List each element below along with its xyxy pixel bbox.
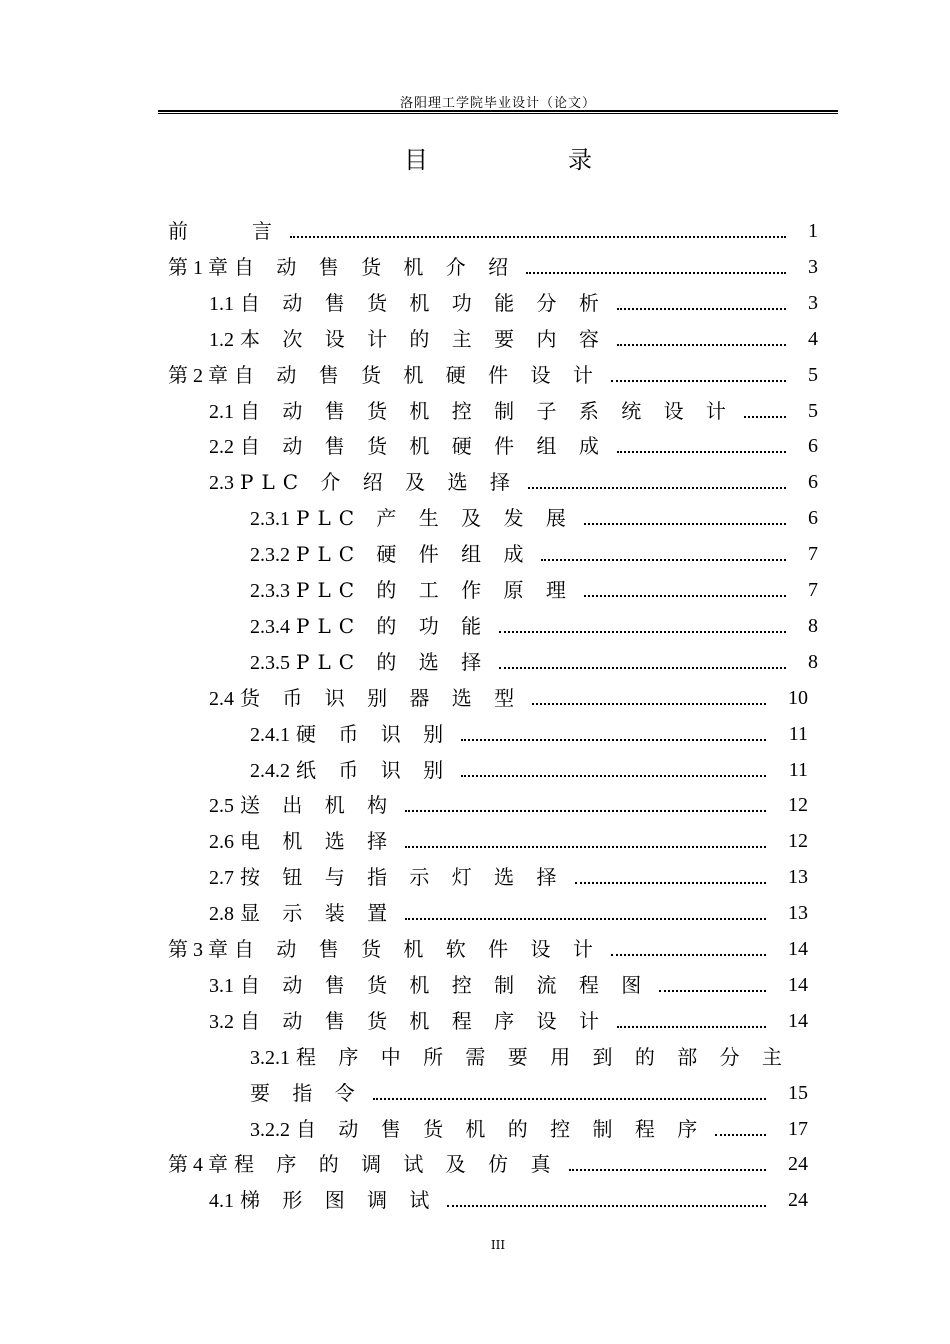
toc-entry-label bbox=[209, 859, 565, 896]
toc-leader-dots bbox=[584, 572, 786, 608]
toc-entry-label bbox=[168, 213, 280, 249]
toc-page-number: 11 bbox=[788, 722, 808, 745]
toc-entry-text: 送 出 机 构 bbox=[240, 793, 396, 818]
toc-entry-label bbox=[209, 680, 522, 717]
toc-entry-label bbox=[250, 1039, 790, 1076]
toc-leader-dots bbox=[461, 716, 766, 752]
toc-leader-dots bbox=[715, 1111, 766, 1147]
toc-entry-text: PLC 产 生 及 发 展 bbox=[296, 506, 574, 531]
toc-entry-label bbox=[250, 752, 451, 789]
toc-entry-label bbox=[209, 1003, 607, 1040]
toc-leader-dots bbox=[744, 393, 786, 429]
toc-entry bbox=[0, 967, 950, 1003]
toc-page-number: 14 bbox=[788, 938, 808, 960]
toc-leader-dots bbox=[290, 213, 786, 249]
toc-entry-label bbox=[209, 393, 734, 430]
toc-entry-text: 自 动 售 货 机 控 制 子 系 统 设 计 bbox=[240, 398, 734, 423]
toc-leader-dots bbox=[659, 967, 766, 1003]
toc-entry-text: PLC 的 工 作 原 理 bbox=[296, 578, 574, 602]
running-header: 洛阳理工学院毕业设计（论文） bbox=[399, 96, 596, 111]
toc-page-number: 6 bbox=[808, 435, 818, 458]
toc-entry bbox=[0, 213, 950, 249]
toc-page-number: 3 bbox=[808, 291, 818, 314]
toc-page-number: 8 bbox=[808, 614, 818, 637]
toc-entry-number: 第 4 章 bbox=[168, 1154, 228, 1177]
toc-entry-number: 2.4.2 bbox=[250, 759, 290, 782]
toc-entry-text: 要 指 令 bbox=[250, 1080, 363, 1105]
toc-entry-number: 3.1 bbox=[209, 974, 234, 997]
toc-entry-text: PLC 硬 件 组 成 bbox=[296, 542, 532, 567]
toc-page-number: 7 bbox=[808, 543, 818, 566]
toc-entry-number: 2.7 bbox=[209, 867, 234, 890]
toc-entry-label bbox=[209, 823, 395, 860]
toc-page-number: 24 bbox=[788, 1189, 808, 1212]
toc-entry-label bbox=[209, 787, 395, 824]
toc-entry-text: 梯 形 图 调 试 bbox=[240, 1188, 438, 1213]
toc-page-number: 5 bbox=[808, 399, 818, 422]
toc-entry bbox=[0, 859, 950, 895]
header-rule-thin bbox=[158, 113, 838, 114]
toc-entry-number: 2.1 bbox=[209, 400, 234, 423]
toc-entry bbox=[0, 1111, 950, 1147]
toc-entry-text: 电 机 选 择 bbox=[240, 829, 396, 854]
toc-leader-dots bbox=[532, 680, 766, 716]
toc-entry-number: 4.1 bbox=[209, 1190, 234, 1213]
toc-leader-dots bbox=[611, 931, 766, 967]
toc-page-number: 14 bbox=[788, 973, 808, 996]
toc-entry bbox=[0, 321, 950, 357]
toc-page-number: 4 bbox=[808, 327, 818, 350]
toc-entry bbox=[0, 464, 950, 500]
toc-entry-text: 前 言 bbox=[168, 219, 280, 243]
toc-entry-number: 2.6 bbox=[209, 831, 234, 854]
toc-entry-text: 纸 币 识 别 bbox=[296, 757, 452, 782]
toc-entry-number: 第 3 章 bbox=[168, 939, 228, 961]
toc-entry-number: 3.2 bbox=[209, 1010, 234, 1033]
toc-leader-dots bbox=[528, 464, 786, 500]
toc-page-number: 1 bbox=[808, 220, 818, 242]
toc-entry-number: 2.3 bbox=[209, 472, 234, 495]
toc-entry-label bbox=[250, 1075, 363, 1111]
toc-page-number: 13 bbox=[788, 866, 808, 889]
toc-entry-text: 自 动 售 货 机 的 控 制 程 序 bbox=[296, 1116, 706, 1141]
toc-entry-number: 3.2.2 bbox=[250, 1118, 290, 1141]
toc-entry-label bbox=[168, 1146, 559, 1183]
toc-entry-text: 自 动 售 货 机 程 序 设 计 bbox=[240, 1008, 607, 1033]
toc-entry bbox=[0, 1182, 950, 1218]
toc-leader-dots bbox=[373, 1075, 766, 1111]
toc-entry bbox=[0, 357, 950, 393]
toc-entry-label bbox=[250, 536, 531, 573]
toc-entry-text: 货 币 识 别 器 选 型 bbox=[240, 685, 523, 710]
toc-entry bbox=[0, 572, 950, 608]
toc-entry-text: 硬 币 识 别 bbox=[296, 721, 452, 746]
toc-leader-dots bbox=[405, 823, 766, 859]
toc-entry-number: 第 1 章 bbox=[168, 256, 228, 279]
toc-page-number: 14 bbox=[788, 1009, 808, 1032]
toc-entry-label bbox=[209, 895, 395, 932]
toc-entry-number: 2.3.3 bbox=[250, 580, 290, 602]
toc-page-number: 24 bbox=[788, 1153, 808, 1176]
toc-entry-label bbox=[168, 249, 516, 286]
toc-entry bbox=[0, 608, 950, 644]
toc-entry-text: 显 示 装 置 bbox=[240, 901, 396, 926]
toc-entry-text: 自 动 售 货 机 介 绍 bbox=[234, 254, 517, 279]
toc-entry bbox=[0, 393, 950, 429]
toc-entry bbox=[0, 787, 950, 823]
toc-entry bbox=[0, 1075, 950, 1111]
toc-entry-text: PLC 的 选 择 bbox=[296, 649, 490, 674]
toc-page-number: 8 bbox=[808, 650, 818, 673]
toc-entry-label bbox=[250, 716, 451, 753]
toc-entry-number: 2.3.5 bbox=[250, 651, 290, 674]
toc-entry-text: 本 次 设 计 的 主 要 内 容 bbox=[240, 326, 607, 351]
toc-leader-dots bbox=[575, 859, 766, 895]
toc-entry bbox=[0, 536, 950, 572]
toc-entry bbox=[0, 752, 950, 788]
toc-leader-dots bbox=[405, 787, 766, 823]
toc-entry-label bbox=[209, 464, 518, 501]
toc-entry-label bbox=[250, 572, 574, 609]
toc-leader-dots bbox=[526, 249, 786, 285]
toc-entry-number: 2.2 bbox=[209, 436, 234, 459]
toc-entry bbox=[0, 680, 950, 716]
toc-entry bbox=[0, 249, 950, 285]
toc-entry-label bbox=[209, 285, 607, 322]
toc-entry bbox=[0, 895, 950, 931]
toc-page-number: 3 bbox=[808, 255, 818, 278]
toc-page-number: 12 bbox=[788, 830, 808, 853]
toc-entry-number: 3.2.1 bbox=[250, 1046, 290, 1069]
toc-entry-number: 2.4 bbox=[209, 687, 234, 710]
toc-entry-text: 程 序 的 调 试 及 仿 真 bbox=[234, 1152, 559, 1177]
toc-entry-text: 程 序 中 所 需 要 用 到 的 部 分 主 bbox=[296, 1044, 790, 1069]
toc-entry-text: PLC 介 绍 及 选 择 bbox=[240, 470, 518, 495]
toc-entry-label bbox=[209, 428, 607, 465]
toc-page-number: 13 bbox=[788, 902, 808, 925]
toc-entry bbox=[0, 285, 950, 321]
toc-entry bbox=[0, 931, 950, 967]
toc-entry-number: 2.8 bbox=[209, 903, 234, 926]
toc-entry-label bbox=[250, 608, 489, 645]
toc-entry bbox=[0, 1003, 950, 1039]
toc-entry bbox=[0, 428, 950, 464]
toc-entry-text: 自 动 售 货 机 软 件 设 计 bbox=[234, 937, 601, 961]
toc-entry-number: 2.4.1 bbox=[250, 723, 290, 746]
toc-leader-dots bbox=[405, 895, 766, 931]
toc-leader-dots bbox=[617, 321, 786, 357]
toc-leader-dots bbox=[461, 752, 766, 788]
toc-entry-number: 2.3.2 bbox=[250, 544, 290, 567]
toc-entry-label bbox=[168, 931, 601, 968]
toc-entry-number: 2.5 bbox=[209, 795, 234, 818]
toc-page-number: 15 bbox=[788, 1081, 808, 1104]
toc-leader-dots bbox=[617, 428, 786, 464]
toc-leader-dots bbox=[617, 285, 786, 321]
header-rule bbox=[158, 110, 838, 112]
toc-page-number: 12 bbox=[788, 794, 808, 817]
toc-leader-dots bbox=[611, 357, 786, 393]
toc-entry-label bbox=[250, 1111, 705, 1148]
toc-entry-label bbox=[168, 357, 601, 394]
toc-entry-label bbox=[209, 967, 649, 1004]
toc-entry-label bbox=[250, 644, 489, 681]
toc-leader-dots bbox=[499, 608, 786, 644]
toc-entry-text: 自 动 售 货 机 功 能 分 析 bbox=[240, 290, 607, 315]
toc-entry bbox=[0, 716, 950, 752]
toc-entry bbox=[0, 1146, 950, 1182]
toc-entry-text: PLC 的 功 能 bbox=[296, 613, 490, 638]
toc-entry bbox=[0, 644, 950, 680]
toc-title: 目 录 bbox=[404, 146, 650, 174]
toc-entry bbox=[0, 823, 950, 859]
toc-entry-text: 自 动 售 货 机 控 制 流 程 图 bbox=[240, 972, 650, 997]
toc-leader-dots bbox=[569, 1146, 766, 1182]
toc-entry-number: 1.1 bbox=[209, 292, 234, 315]
toc-page-number: 11 bbox=[788, 758, 808, 781]
toc-page-number: 10 bbox=[788, 686, 808, 709]
toc-leader-dots bbox=[541, 536, 786, 572]
toc-entry-text: 按 钮 与 指 示 灯 选 择 bbox=[240, 865, 565, 890]
toc-entry bbox=[0, 500, 950, 536]
toc-page-number: 6 bbox=[808, 507, 818, 530]
toc-page-number: 6 bbox=[808, 471, 818, 494]
toc-entry-label bbox=[250, 500, 574, 537]
toc-leader-dots bbox=[499, 644, 786, 680]
page-number: III bbox=[490, 1238, 506, 1252]
toc-entry-label bbox=[209, 1182, 437, 1219]
toc-leader-dots bbox=[447, 1182, 766, 1218]
toc-entry-label bbox=[209, 321, 607, 358]
toc-entry-text: 自 动 售 货 机 硬 件 设 计 bbox=[234, 362, 601, 387]
toc-entry-number: 1.2 bbox=[209, 328, 234, 351]
toc-entry-number: 2.3.4 bbox=[250, 615, 290, 638]
toc-entry-number: 2.3.1 bbox=[250, 508, 290, 531]
toc-entry bbox=[0, 1039, 950, 1075]
toc-page-number: 17 bbox=[788, 1117, 808, 1140]
toc-leader-dots bbox=[584, 500, 786, 536]
toc-entry-text: 自 动 售 货 机 硬 件 组 成 bbox=[240, 434, 607, 459]
toc-leader-dots bbox=[617, 1003, 766, 1039]
toc-entry-number: 第 2 章 bbox=[168, 364, 228, 387]
toc-page-number: 7 bbox=[808, 579, 818, 601]
toc-page-number: 5 bbox=[808, 363, 818, 386]
